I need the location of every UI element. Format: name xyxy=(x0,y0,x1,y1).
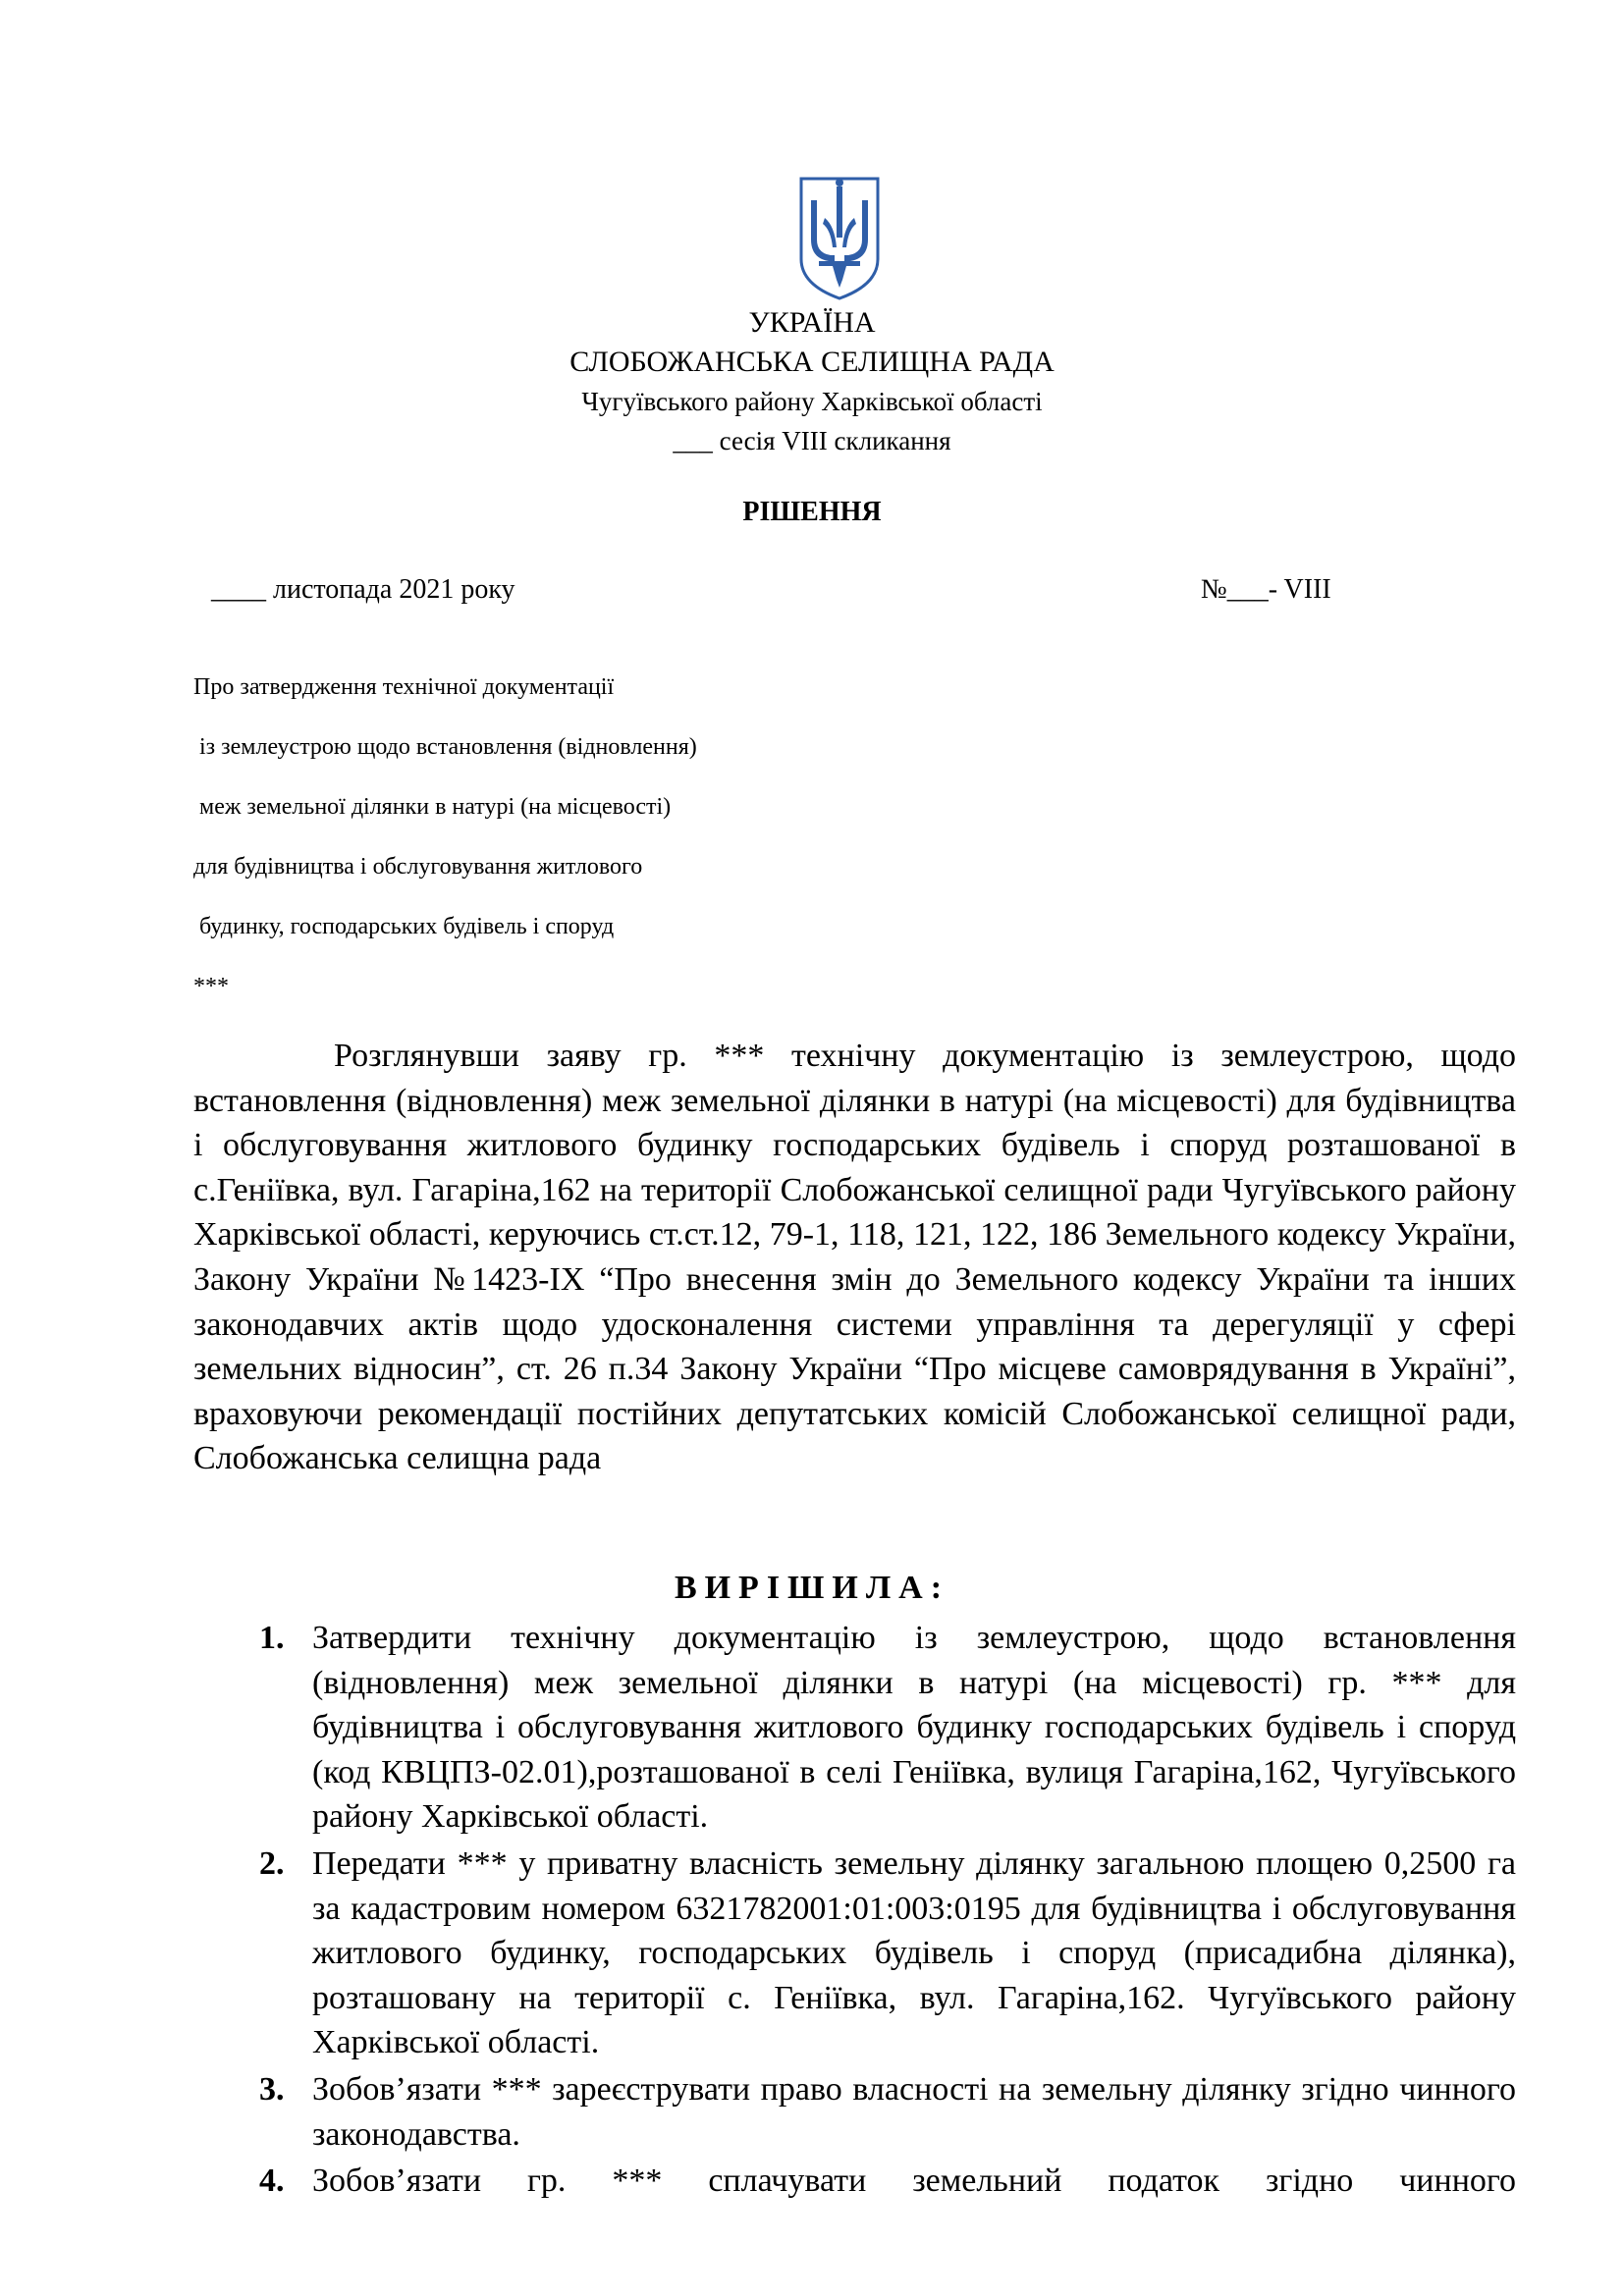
coat-of-arms-trident-icon xyxy=(797,175,882,302)
item-number: 1. xyxy=(259,1620,285,1656)
decision-subject xyxy=(193,658,697,1017)
subject-applicant: *** xyxy=(193,974,229,999)
list-item xyxy=(259,2159,1516,2204)
preamble-paragraph: Розглянувши заяву гр. *** технічну документацію із землеустрою, щодо встановлення (відновлення) меж земельної ділянки в натурі (на місцевості) для будівництва і обслуговування житлового будинку господарських будівель і споруд розташованої в с.Геніївка, вул. Гагаріна,162 на території Слобожанської селищної ради Чугуївського району Харківської області, керуючись ст.ст.12, 79-1, 118, 121, 122, 186 Земельного кодексу України, Закону України №1423-IX “Про внесення змін до Земельного кодексу України та інших законодавчих актів щодо удосконалення системи управління та дерегуляції у сфері земельних відносин”, ст. 26 п.34 Закону України “Про місцеве самоврядування в Україні”, враховуючи рекомендації постійних депутатських комісій Слобожанської селищної ради, Слобожанська селищна рада xyxy=(193,1038,1516,1477)
decision-number: №___- VIII xyxy=(1201,574,1331,605)
list-item xyxy=(259,1842,1516,2065)
item-text: Затвердити технічну документацію із землеустрою, щодо встановлення (відновлення) меж земельної ділянки в натурі (на місцевості) гр. *** для будівництва і обслуговування житлового будинку господарських будівель і споруд (код КВЦПЗ-02.01),розташованої в селі Геніївка, вулиця Гагаріна,162, Чугуївського району Харківської області. xyxy=(312,1620,1516,1836)
preamble-section xyxy=(193,1034,1516,1481)
document-title: РІШЕННЯ xyxy=(742,497,882,527)
subject-line: Про затвердження технічної документації xyxy=(193,674,615,700)
decision-date: ____ листопада 2021 року xyxy=(211,574,515,605)
item-text: Передати *** у приватну власність земельну ділянку загальною площею 0,2500 га за кадастровим номером 6321782001:01:003:0195 для будівництва і обслуговування житлового будинку, господарських будівель і споруд (присадибна ділянка), розташовану на території с. Геніївка, вул. Гагаріна,162. Чугуївського району Харківської області. xyxy=(312,1844,1516,2061)
header-session: ___ сесія VIII скликання xyxy=(673,426,951,455)
list-item xyxy=(259,1616,1516,1840)
decision-items-list xyxy=(259,1616,1516,2206)
header-district: Чугуївського району Харківської області xyxy=(581,387,1043,416)
item-text: Зобов’язати *** зареєструвати право власності на земельну ділянку згідно чинного законодавства. xyxy=(312,2070,1516,2153)
header-council: СЛОБОЖАНСЬКА СЕЛИЩНА РАДА xyxy=(569,346,1055,378)
subject-line: із землеустрою щодо встановлення (відновлення) xyxy=(193,734,697,760)
item-number: 2. xyxy=(259,1844,285,1882)
item-text: Зобов’язати гр. *** сплачувати земельний податок згідно чинного xyxy=(312,2163,1516,2200)
header-country: УКРАЇНА xyxy=(748,306,876,339)
list-item xyxy=(259,2067,1516,2157)
item-number: 4. xyxy=(259,2163,285,2200)
decided-heading: ВИРІШИЛА: xyxy=(674,1570,950,1606)
subject-line: меж земельної ділянки в натурі (на місцевості) xyxy=(193,794,672,820)
subject-line: для будівництва і обслуговування житлового xyxy=(193,854,643,880)
item-number: 3. xyxy=(259,2070,285,2108)
subject-line: будинку, господарських будівель і споруд xyxy=(193,914,615,939)
